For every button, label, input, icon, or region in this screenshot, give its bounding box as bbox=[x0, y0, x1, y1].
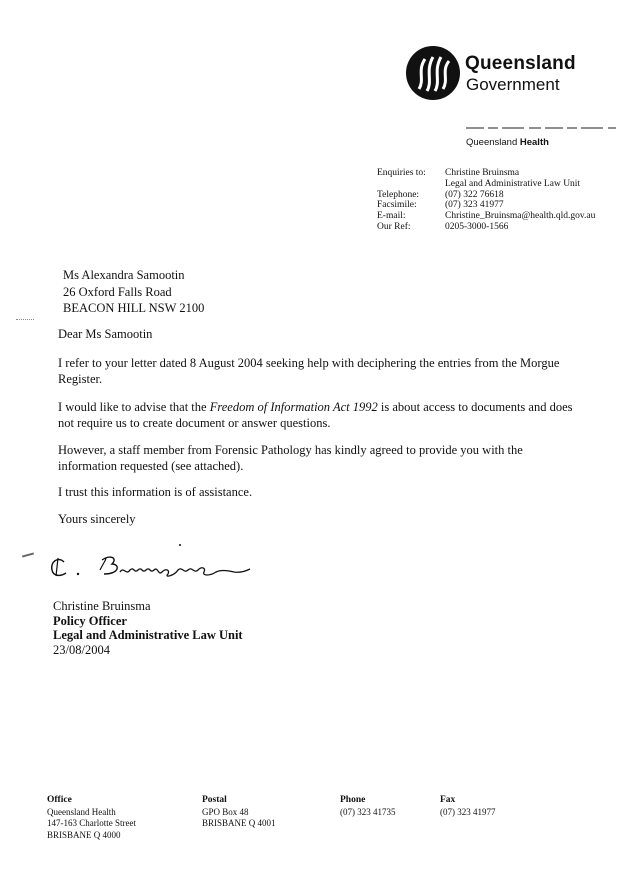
telephone-value: (07) 322 76618 bbox=[445, 189, 504, 200]
department-name bbox=[466, 137, 549, 148]
paragraph-4: I trust this information is of assistance. bbox=[58, 485, 253, 499]
recipient-street: 26 Oxford Falls Road bbox=[63, 284, 172, 299]
recipient-suburb: BEACON HILL NSW 2100 bbox=[63, 301, 205, 315]
department-prefix: Queensland bbox=[466, 137, 518, 148]
enquiries-label bbox=[372, 179, 445, 190]
recipient-address bbox=[63, 267, 204, 317]
enquiries-row bbox=[372, 168, 595, 179]
enquiries-label: Enquiries to: bbox=[377, 168, 426, 178]
footer-fax bbox=[440, 795, 496, 818]
footer-fax-line: (07) 323 41977 bbox=[440, 806, 496, 817]
signatory-position: Policy Officer bbox=[53, 613, 127, 628]
logo-wordmark-line2: Government bbox=[466, 75, 560, 94]
closing: Yours sincerely bbox=[58, 512, 136, 526]
email-label: E-mail: bbox=[377, 211, 406, 222]
telephone-label: Telephone: bbox=[377, 189, 420, 200]
logo-wordmark-line1: Queensland bbox=[465, 53, 576, 74]
department-bold: Health bbox=[519, 137, 549, 148]
our-ref-value: 0205-3000-1566 bbox=[445, 221, 509, 232]
footer-postal-heading: Postal bbox=[202, 795, 227, 805]
footer-fax-heading: Fax bbox=[440, 795, 456, 805]
handwritten-signature bbox=[20, 540, 260, 590]
footer-phone bbox=[340, 795, 396, 818]
paragraph-1: I refer to your letter dated 8 August 2004 seeking help with deciphering the entries from the Morgue Register. bbox=[58, 356, 560, 386]
enquiries-row bbox=[372, 200, 595, 211]
paragraph-2 bbox=[58, 400, 578, 431]
footer-phone-line: (07) 323 41735 bbox=[340, 806, 396, 817]
facsimile-label: Facsimile: bbox=[377, 200, 417, 211]
letter-date: 23/08/2004 bbox=[53, 642, 110, 657]
email-value: Christine_Bruinsma@health.qld.gov.au bbox=[445, 211, 596, 222]
enquiries-row bbox=[372, 211, 595, 222]
paragraph-3: However, a staff member from Forensic Pathology has kindly agreed to provide you with the information requested (see attached). bbox=[58, 443, 523, 473]
enquiries-value: Legal and Administrative Law Unit bbox=[445, 178, 581, 189]
footer-office-heading: Office bbox=[47, 795, 72, 805]
footer-office-line: Queensland Health bbox=[47, 806, 116, 817]
facsimile-value: (07) 323 41977 bbox=[445, 200, 504, 211]
scan-mark bbox=[16, 319, 34, 321]
signatory-name: Christine Bruinsma bbox=[53, 599, 151, 613]
enquiries-row bbox=[372, 190, 595, 201]
act-title: Freedom of Information Act 1992 bbox=[209, 400, 378, 414]
footer-postal bbox=[202, 795, 276, 830]
salutation: Dear Ms Samootin bbox=[58, 327, 153, 341]
footer-postal-line: BRISBANE Q 4001 bbox=[202, 818, 276, 828]
letterhead-divider bbox=[466, 126, 616, 130]
our-ref-label: Our Ref: bbox=[377, 221, 411, 232]
enquiries-block bbox=[372, 168, 595, 233]
signoff-block bbox=[53, 599, 243, 657]
footer-office bbox=[47, 795, 136, 841]
footer-office-line: 147-163 Charlotte Street bbox=[47, 818, 136, 828]
footer-phone-heading: Phone bbox=[340, 795, 366, 805]
footer-office-line: BRISBANE Q 4000 bbox=[47, 829, 121, 840]
enquiries-row bbox=[372, 222, 595, 233]
enquiries-row bbox=[372, 179, 595, 190]
signatory-unit: Legal and Administrative Law Unit bbox=[53, 628, 243, 642]
recipient-name: Ms Alexandra Samootin bbox=[63, 268, 185, 282]
paragraph-2-start: I would like to advise that the bbox=[58, 400, 210, 414]
paragraph-2-end: is about access to documents and does not require us to create document or answer questions. bbox=[58, 400, 573, 430]
footer-postal-line: GPO Box 48 bbox=[202, 806, 249, 817]
enquiries-value: Christine Bruinsma bbox=[445, 168, 520, 178]
queensland-government-logo-icon bbox=[405, 45, 461, 101]
